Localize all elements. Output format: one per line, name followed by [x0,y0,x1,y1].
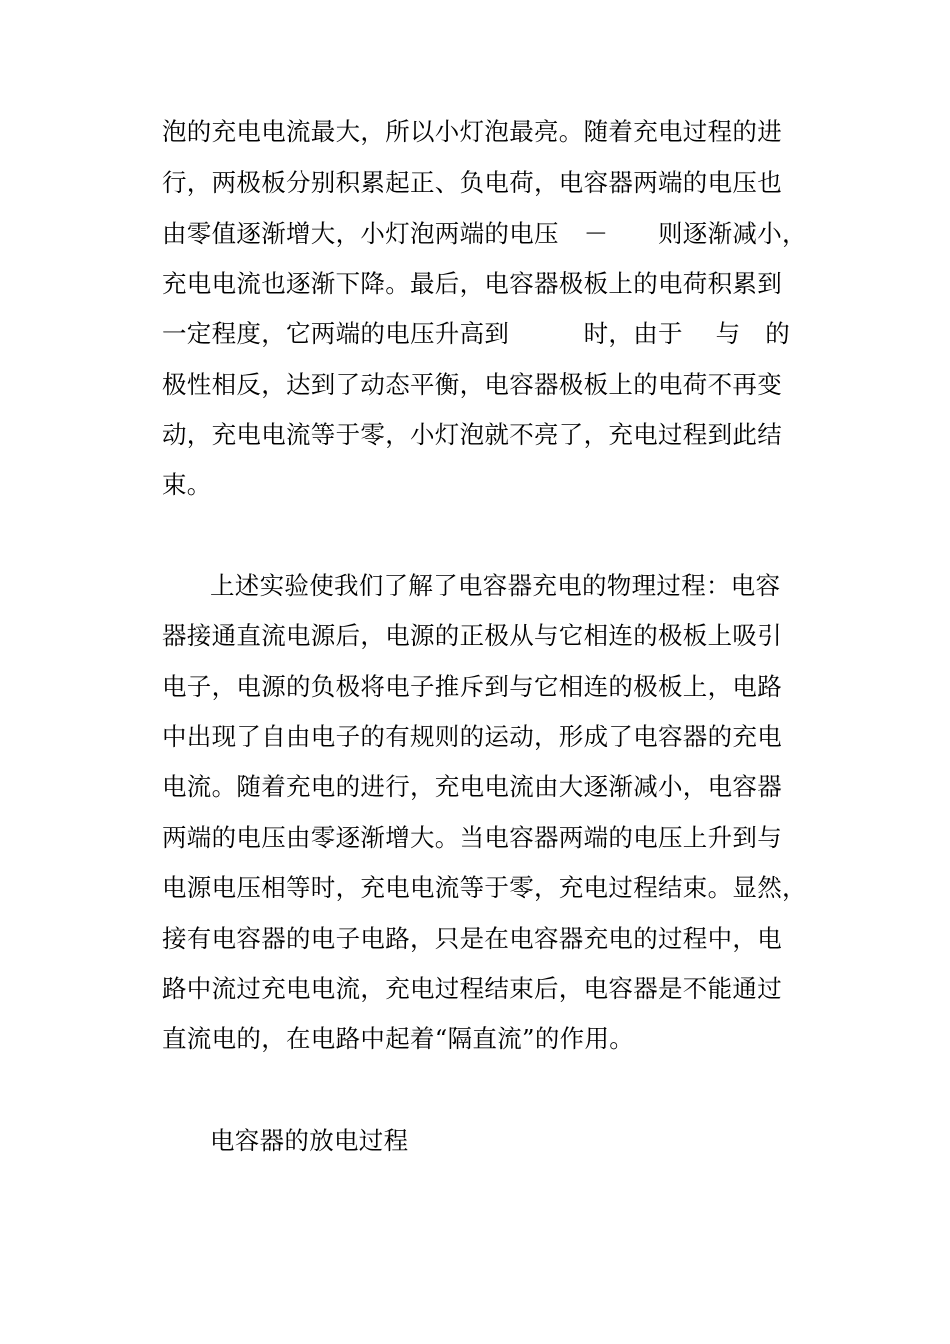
text-line: 由零值逐渐增大，小灯泡两端的电压 － 则逐渐减小， [162,219,807,248]
text-line: 束。 [162,470,212,499]
text-line: 中出现了自由电子的有规则的运动，形成了电容器的充电 [162,722,782,751]
section-heading: 电容器的放电过程 [210,1126,409,1155]
text-line: 电流。随着充电的进行，充电电流由大逐渐减小，电容器 [162,772,782,801]
text-line: 一定程度，它两端的电压升高到 时，由于 与 的 [162,319,791,348]
text-line: 路中流过充电电流，充电过程结束后，电容器是不能通过 [162,974,782,1003]
text-line: 极性相反，达到了动态平衡，电容器极板上的电荷不再变 [162,370,782,399]
text-line: 充电电流也逐渐下降。最后，电容器极板上的电荷积累到 [162,269,782,298]
text-line: 直流电的，在电路中起着“隔直流”的作用。 [162,1024,635,1053]
text-line: 两端的电压由零逐渐增大。当电容器两端的电压上升到与 [162,823,782,852]
text-line: 电源电压相等时，充电电流等于零，充电过程结束。显然， [162,873,807,902]
text-line: 器接通直流电源后，电源的正极从与它相连的极板上吸引 [162,621,782,650]
text-line: 泡的充电电流最大，所以小灯泡最亮。随着充电过程的进 [162,117,782,146]
text-line: 电子，电源的负极将电子推斥到与它相连的极板上，电路 [162,672,782,701]
text-line: 动，充电电流等于零，小灯泡就不亮了，充电过程到此结 [162,420,782,449]
text-line: 行，两极板分别积累起正、负电荷，电容器两端的电压也 [162,168,782,197]
text-line: 上述实验使我们了解了电容器充电的物理过程：电容 [210,571,781,600]
text-line: 接有电容器的电子电路，只是在电容器充电的过程中，电 [162,924,782,953]
